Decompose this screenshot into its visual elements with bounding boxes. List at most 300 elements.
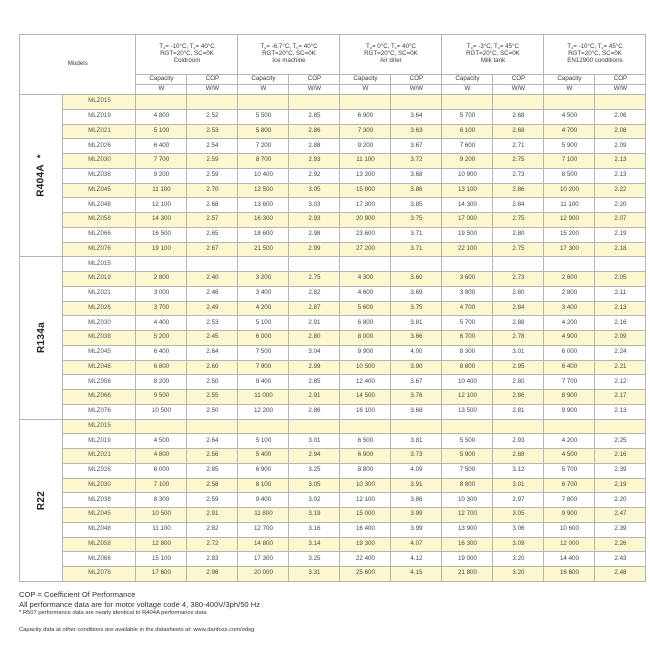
capacity-cell [544,257,595,272]
cop-cell: 4.09 [391,463,442,478]
cop-cell [289,95,340,110]
capacity-cell: 16 300 [442,537,493,552]
cop-cell: 3.68 [391,404,442,419]
model-cell: MLZ030 [63,154,136,169]
capacity-unit: W [544,85,595,95]
model-cell: MLZ030 [63,478,136,493]
cop-cell: 3.66 [391,331,442,346]
footnotes [19,590,260,635]
capacity-cell: 8 100 [238,478,289,493]
cop-cell: 2.16 [595,316,646,331]
condition-rgt-sc: RGT=20°C, SC=0K [466,50,520,58]
table-row [20,390,646,405]
capacity-cell: 5 500 [238,109,289,124]
capacity-cell: 12 200 [238,404,289,419]
condition-temperatures: $T_o= 0^\circ C$, $T_c= 40^\circ C$ [365,43,416,51]
capacity-cell: 16 300 [238,213,289,228]
table-row [20,404,646,419]
capacity-cell: 5 900 [544,139,595,154]
condition-header [544,35,646,75]
capacity-cell: 16 600 [544,567,595,582]
capacity-cell: 6 800 [340,316,391,331]
table-body [20,95,646,582]
capacity-cell: 12 100 [442,390,493,405]
cop-cell: 3.63 [391,124,442,139]
capacity-cell: 6 700 [442,331,493,346]
cop-cell [493,419,544,434]
refrigerant-group-cell [20,419,63,581]
capacity-cell: 15 000 [340,508,391,523]
capacity-cell: 15 200 [544,227,595,242]
cop-cell: 4.00 [391,345,442,360]
capacity-cell: 5 700 [544,463,595,478]
capacity-cell: 12 400 [340,375,391,390]
cop-cell: 2.88 [493,449,544,464]
capacity-cell: 4 500 [136,434,187,449]
table-row [20,419,646,434]
cop-cell: 2.73 [493,272,544,287]
condition-temperatures: $T_o= -3^\circ C$, $T_c= 45^\circ C$ [466,43,519,51]
cop-cell: 2.80 [493,375,544,390]
cop-cell: 2.59 [187,154,238,169]
cop-cell: 2.86 [493,390,544,405]
capacity-cell: 3 200 [238,272,289,287]
cop-cell: 3.06 [493,522,544,537]
table-row [20,227,646,242]
cop-cell [595,419,646,434]
capacity-cell [238,257,289,272]
capacity-cell: 13 200 [340,168,391,183]
capacity-cell: 6 900 [340,109,391,124]
capacity-cell: 8 700 [238,154,289,169]
cop-unit: W/W [595,85,646,95]
cop-cell: 2.13 [595,404,646,419]
capacity-cell: 12 100 [340,493,391,508]
cop-cell: 2.65 [187,227,238,242]
condition-temperatures: $T_o= -6.7^\circ C$, $T_c= 40^\circ C$ [260,43,318,51]
model-cell: MLZ058 [63,375,136,390]
capacity-cell: 8 800 [442,478,493,493]
capacity-cell: 4 200 [544,316,595,331]
cop-cell [391,95,442,110]
model-cell: MLZ026 [63,463,136,478]
cop-cell: 2.97 [493,493,544,508]
model-cell: MLZ058 [63,213,136,228]
model-cell: MLZ076 [63,404,136,419]
cop-cell: 2.88 [289,139,340,154]
capacity-cell: 17 300 [340,198,391,213]
table-row [20,198,646,213]
capacity-cell: 2 600 [544,272,595,287]
cop-cell [391,419,442,434]
cop-cell: 2.05 [595,272,646,287]
condition-rgt-sc: RGT=20°C, SC=0K [568,50,622,58]
table-row [20,508,646,523]
capacity-cell: 9 900 [340,345,391,360]
model-cell: MLZ019 [63,272,136,287]
capacity-cell: 21 800 [442,567,493,582]
capacity-cell: 9 900 [544,508,595,523]
cop-cell: 3.86 [391,493,442,508]
capacity-cell [442,95,493,110]
capacity-cell: 27 200 [340,242,391,257]
cop-cell: 2.39 [595,463,646,478]
cop-cell: 2.87 [289,301,340,316]
cop-cell: 2.93 [289,213,340,228]
capacity-cell: 4 600 [340,286,391,301]
cop-cell: 2.84 [493,198,544,213]
cop-cell: 2.99 [289,360,340,375]
capacity-cell: 3 800 [442,286,493,301]
capacity-cell: 4 500 [544,449,595,464]
capacity-cell: 7 700 [544,375,595,390]
model-cell: MLZ015 [63,95,136,110]
cop-cell: 2.75 [493,213,544,228]
cop-cell: 3.69 [391,286,442,301]
capacity-cell [136,257,187,272]
capacity-cell: 7 800 [544,493,595,508]
condition-temperatures: $T_o= -10^\circ C$, $T_c= 45^\circ C$ [567,43,623,51]
cop-header: COP [289,75,340,85]
model-cell: MLZ019 [63,109,136,124]
cop-cell: 3.99 [391,522,442,537]
capacity-header: Capacity [136,75,187,85]
cop-cell: 4.12 [391,552,442,567]
table-row [20,463,646,478]
cop-cell: 3.01 [493,478,544,493]
cop-cell [187,95,238,110]
r507-note: * R507 performance data are nearly identical to R404A performance data [19,610,207,616]
cop-cell: 2.09 [595,139,646,154]
cop-cell: 2.56 [187,449,238,464]
cop-cell: 2.43 [595,552,646,567]
capacity-cell: 10 600 [544,522,595,537]
capacity-cell: 7 200 [238,139,289,154]
capacity-cell: 4 800 [136,449,187,464]
cop-cell: 2.78 [493,331,544,346]
capacity-cell: 9 200 [136,168,187,183]
cop-cell: 2.94 [289,449,340,464]
model-cell: MLZ058 [63,537,136,552]
cop-cell: 2.47 [595,508,646,523]
capacity-cell: 5 100 [238,434,289,449]
model-cell: MLZ076 [63,567,136,582]
table-row [20,286,646,301]
capacity-cell: 5 500 [442,434,493,449]
capacity-cell: 3 600 [442,272,493,287]
table-row [20,139,646,154]
capacity-cell: 4 200 [544,434,595,449]
model-cell: MLZ026 [63,301,136,316]
capacity-cell: 10 500 [340,360,391,375]
cop-cell: 3.12 [493,463,544,478]
capacity-cell: 7 900 [238,360,289,375]
cop-cell: 2.70 [187,183,238,198]
cop-cell: 3.67 [391,375,442,390]
cop-header: COP [391,75,442,85]
cop-cell: 2.68 [187,198,238,213]
cop-cell: 2.52 [187,109,238,124]
capacity-cell: 6 700 [544,478,595,493]
cop-cell: 2.45 [187,331,238,346]
capacity-cell: 9 400 [238,375,289,390]
capacity-cell: 20 900 [340,213,391,228]
capacity-cell [238,95,289,110]
cop-cell: 2.81 [493,404,544,419]
capacity-cell: 14 300 [136,213,187,228]
capacity-cell: 9 900 [544,404,595,419]
capacity-cell: 7 700 [136,154,187,169]
table-row [20,345,646,360]
capacity-cell: 6 000 [238,331,289,346]
condition-header [238,35,340,75]
cop-cell: 2.20 [595,198,646,213]
capacity-cell: 13 100 [442,183,493,198]
table-row [20,183,646,198]
capacity-cell: 19 300 [340,537,391,552]
cop-cell: 3.75 [391,301,442,316]
capacity-cell: 8 800 [340,463,391,478]
cop-cell: 2.82 [187,522,238,537]
cop-cell: 2.80 [493,286,544,301]
cop-cell: 2.59 [187,168,238,183]
cop-cell [493,95,544,110]
model-cell: MLZ021 [63,124,136,139]
cop-cell: 3.25 [289,463,340,478]
model-cell: MLZ066 [63,552,136,567]
capacity-cell: 2 800 [136,272,187,287]
capacity-cell: 5 600 [340,301,391,316]
cop-cell: 2.55 [187,390,238,405]
table-row [20,552,646,567]
table-row [20,242,646,257]
capacity-cell: 23 600 [340,227,391,242]
capacity-cell: 25 600 [340,567,391,582]
condition-application: Ice machine [272,56,306,64]
capacity-cell: 17 000 [442,213,493,228]
capacity-cell: 4 400 [136,316,187,331]
model-cell: MLZ048 [63,360,136,375]
cop-cell [391,257,442,272]
capacity-cell: 6 500 [340,434,391,449]
cop-cell [595,257,646,272]
capacity-cell: 8 000 [340,331,391,346]
capacity-cell: 19 100 [136,242,187,257]
cop-cell: 2.68 [493,109,544,124]
capacity-cell: 6 400 [136,139,187,154]
model-cell: MLZ021 [63,449,136,464]
capacity-cell: 5 700 [442,316,493,331]
capacity-cell: 14 500 [340,390,391,405]
table-row [20,257,646,272]
model-cell: MLZ066 [63,227,136,242]
capacity-cell: 7 500 [442,463,493,478]
table-row [20,434,646,449]
capacity-unit: W [136,85,187,95]
cop-cell: 2.85 [187,463,238,478]
cop-header: COP [595,75,646,85]
cop-cell: 4.07 [391,537,442,552]
table-row [20,537,646,552]
cop-cell: 2.39 [595,522,646,537]
capacity-cell: 16 400 [340,522,391,537]
capacity-cell: 7 100 [136,478,187,493]
capacity-cell [442,419,493,434]
table-row [20,301,646,316]
capacity-cell [340,95,391,110]
cop-cell: 2.64 [187,345,238,360]
capacity-unit: W [238,85,289,95]
capacity-cell: 7 600 [442,139,493,154]
capacity-cell: 14 300 [442,198,493,213]
cop-cell: 2.13 [595,154,646,169]
capacity-cell: 10 400 [238,168,289,183]
cop-cell: 2.84 [493,301,544,316]
capacity-cell: 8 900 [544,390,595,405]
capacity-cell: 4 700 [544,124,595,139]
cop-cell: 2.91 [187,508,238,523]
cop-cell: 2.82 [289,286,340,301]
capacity-cell: 16 500 [136,227,187,242]
capacity-cell: 7 500 [238,345,289,360]
capacity-cell: 11 100 [136,522,187,537]
model-cell: MLZ066 [63,390,136,405]
cop-cell: 4.15 [391,567,442,582]
cop-cell: 2.19 [595,478,646,493]
capacity-cell: 4 700 [442,301,493,316]
cop-cell: 2.86 [493,183,544,198]
voltage-note: All performance data are for motor voltage code 4, 380-400V/3ph/50 Hz [19,599,261,609]
cop-cell: 3.14 [289,537,340,552]
table-row [20,316,646,331]
table-row [20,449,646,464]
cop-cell: 3.09 [493,537,544,552]
capacity-cell: 4 300 [340,272,391,287]
model-cell: MLZ021 [63,286,136,301]
capacity-cell [136,419,187,434]
cop-cell: 3.01 [289,434,340,449]
cop-cell: 2.13 [595,301,646,316]
model-cell: MLZ045 [63,508,136,523]
capacity-cell: 4 500 [544,109,595,124]
cop-cell: 3.31 [289,567,340,582]
cop-cell: 2.11 [595,286,646,301]
cop-cell: 2.75 [493,154,544,169]
cop-cell: 3.64 [391,109,442,124]
cop-cell: 2.83 [187,552,238,567]
cop-cell: 2.06 [595,109,646,124]
table-row [20,154,646,169]
cop-cell: 2.53 [187,124,238,139]
capacity-cell: 19 500 [442,227,493,242]
capacity-cell: 6 900 [340,449,391,464]
capacity-cell: 6 400 [136,345,187,360]
table-row [20,478,646,493]
refrigerant-label: R134a [35,322,47,354]
cop-cell: 3.20 [493,567,544,582]
cop-cell: 2.25 [595,434,646,449]
capacity-cell: 2 800 [544,286,595,301]
cop-cell: 2.13 [595,168,646,183]
cop-cell: 3.20 [493,552,544,567]
cop-cell: 3.81 [391,434,442,449]
condition-rgt-sc: RGT=20°C, SC=0K [160,50,214,58]
capacity-cell: 8 200 [136,375,187,390]
refrigerant-group-cell [20,257,63,419]
cop-cell [493,257,544,272]
cop-cell [187,419,238,434]
capacity-cell: 17 600 [136,567,187,582]
cop-cell: 3.19 [289,508,340,523]
cop-definition-note: COP = Coefficient Of Performance [19,590,136,599]
capacity-cell: 5 700 [442,109,493,124]
cop-cell [289,257,340,272]
cop-cell: 2.93 [493,434,544,449]
capacity-cell: 10 400 [442,375,493,390]
cop-cell: 3.71 [391,227,442,242]
capacity-cell [544,95,595,110]
cop-cell: 3.75 [391,213,442,228]
capacity-cell: 8 500 [544,168,595,183]
capacity-cell: 10 900 [442,168,493,183]
cop-header: COP [187,75,238,85]
capacity-cell: 12 000 [544,537,595,552]
model-cell: MLZ038 [63,168,136,183]
cop-cell: 2.91 [289,316,340,331]
condition-header [340,35,442,75]
capacity-cell: 11 800 [238,508,289,523]
cop-cell: 3.90 [391,360,442,375]
cop-cell: 2.75 [493,242,544,257]
condition-temperatures: $T_o= -10^\circ C$, $T_c= 40^\circ C$ [159,43,215,51]
cop-cell: 3.99 [391,508,442,523]
condition-application: EN12900 conditions [567,56,623,64]
capacity-cell: 17 300 [544,242,595,257]
capacity-header: Capacity [238,75,289,85]
models-header: Models [20,35,136,95]
datasheet-note: Capacity data at other conditions are available in the datasheets at: www.danfoss.com/odsg [19,627,255,633]
model-cell: MLZ019 [63,434,136,449]
refrigerant-label: R22 [35,490,47,510]
cop-cell: 2.80 [289,331,340,346]
cop-cell: 2.86 [289,404,340,419]
capacity-cell [340,419,391,434]
capacity-cell: 16 100 [340,404,391,419]
refrigerant-group-cell [20,95,63,257]
cop-cell: 2.96 [187,567,238,582]
capacity-cell: 4 900 [544,331,595,346]
cop-cell: 3.76 [391,390,442,405]
cop-cell: 2.85 [289,375,340,390]
cop-cell: 2.60 [187,360,238,375]
capacity-cell: 7 300 [340,124,391,139]
table-row [20,213,646,228]
cop-cell: 2.21 [595,360,646,375]
capacity-cell: 11 000 [238,390,289,405]
capacity-cell: 5 100 [238,316,289,331]
capacity-cell: 11 100 [544,198,595,213]
condition-rgt-sc: RGT=20°C, SC=0K [364,50,418,58]
cop-cell: 2.24 [595,345,646,360]
model-cell: MLZ048 [63,198,136,213]
cop-cell: 2.22 [595,183,646,198]
cop-cell: 2.57 [187,213,238,228]
cop-cell: 3.05 [289,183,340,198]
cop-cell: 2.49 [187,301,238,316]
table-row [20,375,646,390]
cop-cell [289,419,340,434]
capacity-unit: W [340,85,391,95]
